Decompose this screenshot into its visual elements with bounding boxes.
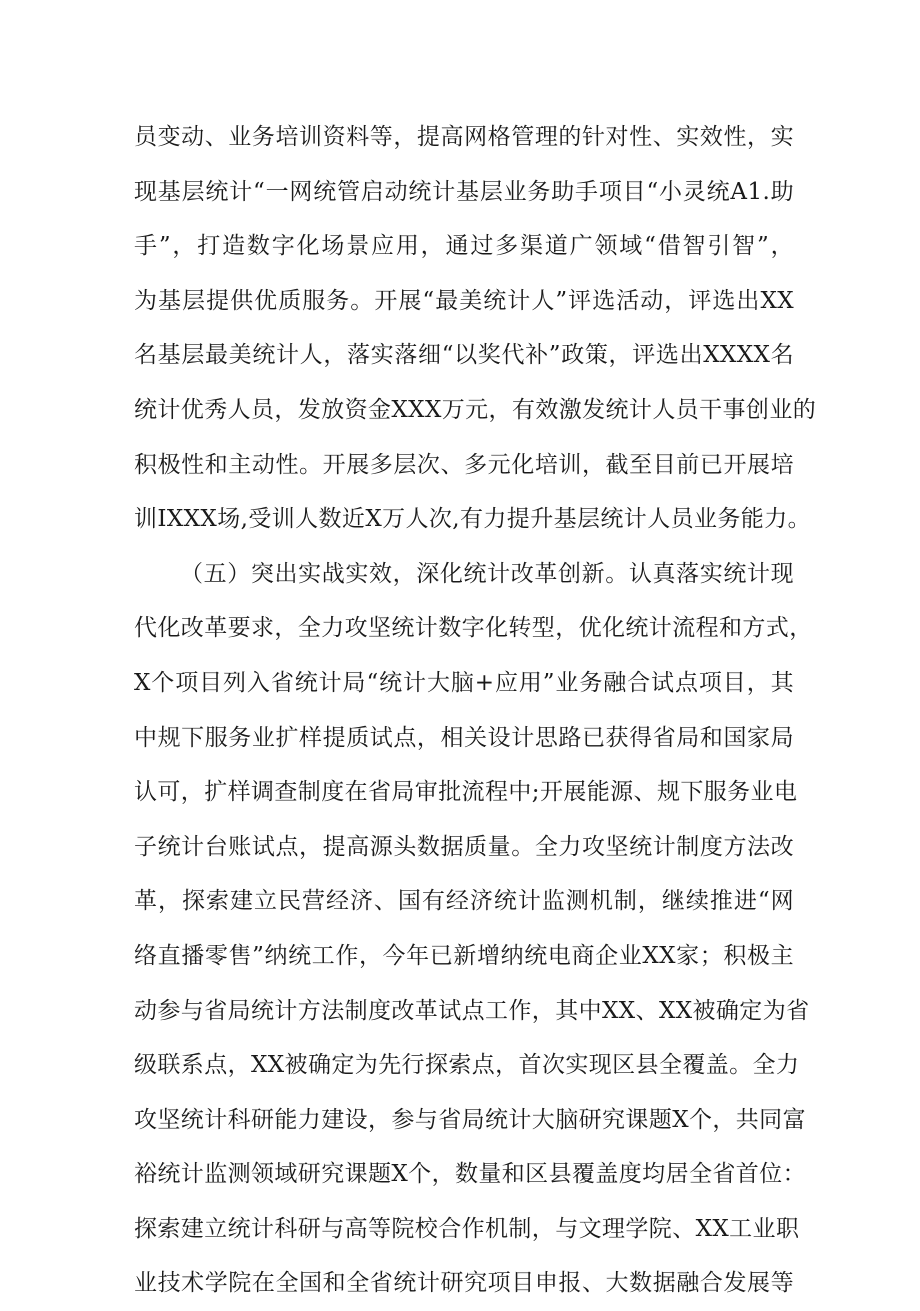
text-line: 裕统计监测领域研究课题X个，数量和区县覆盖度均居全省首位： (134, 1161, 806, 1188)
text-line: 革，探索建立民营经济、国有经济统计监测机制，继续推进“网 (134, 888, 794, 915)
body-text (134, 110, 817, 1311)
text-line: 认可，扩样调查制度在省局审批流程中;开展能源、规下服务业电 (134, 779, 798, 806)
text-line: 攻坚统计科研能力建设，参与省局统计大脑研究课题X个，共同富 (134, 1106, 806, 1133)
text-line: 为基层提供优质服务。开展“最美统计人”评选活动，评选出XX (134, 287, 794, 314)
text-line: 级联系点，XX被确定为先行探索点，首次实现区县全覆盖。全力 (134, 1052, 800, 1079)
text-line: 络直播零售”纳统工作，今年已新增纳统电商企业XX家；积极主 (134, 942, 794, 969)
text-line: 手”，打造数字化场景应用，通过多渠道广领域“借智引智”， (134, 233, 794, 260)
text-line: 动参与省局统计方法制度改革试点工作，其中XX、XX被确定为省 (134, 997, 810, 1024)
text-line: X个项目列入省统计局“统计大脑+应用”业务融合试点项目，其 (134, 669, 794, 696)
text-line: 现基层统计“一网统管启动统计基层业务助手项目“小灵统A1.助 (134, 178, 794, 205)
section-heading-line: （五）突出实战实效，深化统计改革创新。认真落实统计现 (180, 560, 794, 587)
text-line: 业技术学院在全国和全省统计研究项目申报、大数据融合发展等 (134, 1270, 794, 1297)
text-line: 子统计台账试点，提高源头数据质量。全力攻坚统计制度方法改 (134, 833, 794, 860)
text-line: 代化改革要求，全力攻坚统计数字化转型，优化统计流程和方式， (134, 615, 813, 642)
text-line: 名基层最美统计人，落实落细“以奖代补”政策，评选出XXXX名 (134, 342, 794, 369)
text-line: 统计优秀人员，发放资金XXX万元，有效激发统计人员干事创业的 (134, 396, 817, 423)
text-line: 探索建立统计科研与高等院校合作机制，与文理学院、XX工业职 (134, 1215, 800, 1242)
text-line: 训IXXX场,受训人数近X万人次,有力提升基层统计人员业务能力。 (134, 506, 812, 533)
text-line: 中规下服务业扩样提质试点，相关设计思路已获得省局和国家局 (134, 724, 794, 751)
text-line: 积极性和主动性。开展多层次、多元化培训，截至目前已开展培 (134, 451, 794, 478)
text-line: 员变动、业务培训资料等，提高网格管理的针对性、实效性，实 (134, 124, 794, 150)
